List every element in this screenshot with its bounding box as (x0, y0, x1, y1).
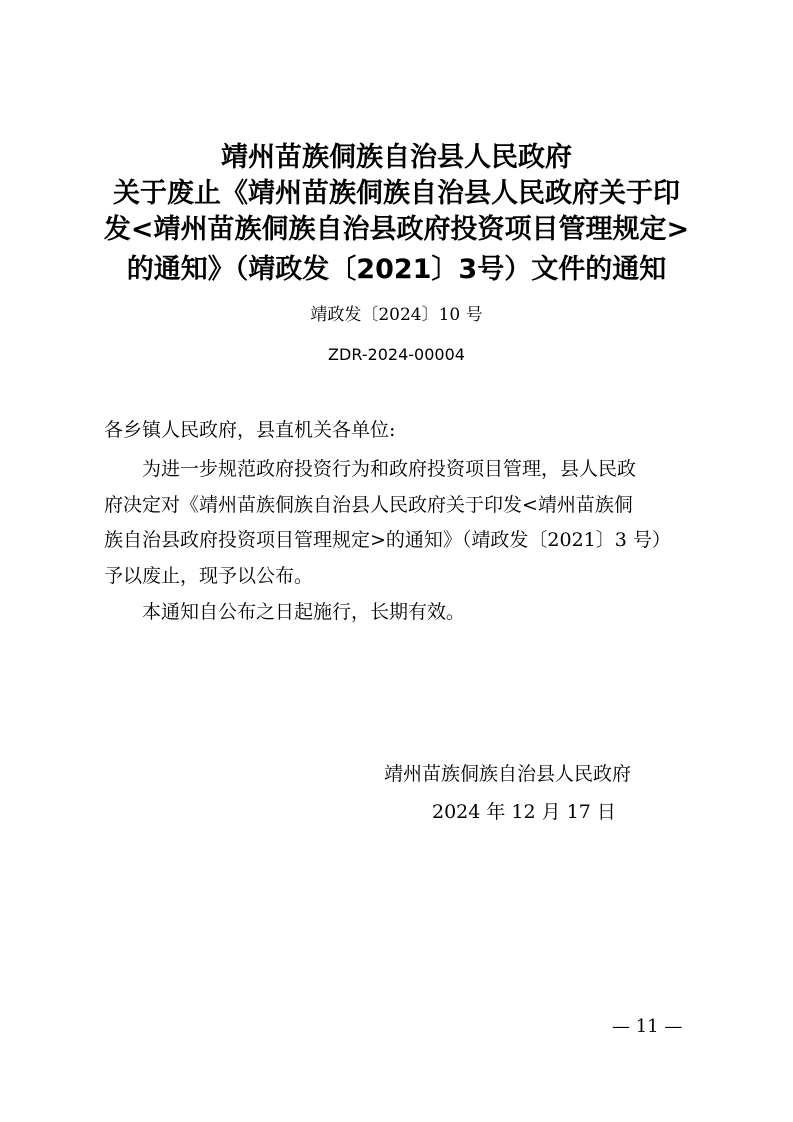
document-title-line-3: 发<靖州苗族侗族自治县政府投资项目管理规定> (103, 214, 690, 245)
signature-date: 2024 年 12 月 17 日 (432, 801, 616, 823)
salutation: 各乡镇人民政府，县直机关各单位: (104, 419, 396, 441)
body-paragraph-1-line-1: 为进一步规范政府投资行为和政府投资项目管理，县人民政 (142, 458, 637, 480)
body-paragraph-1-line-2: 府决定对《靖州苗族侗族自治县人民政府关于印发<靖州苗族侗 (104, 494, 633, 516)
document-title-line-4: 的通知》（靖政发〔2021〕3号）文件的通知 (126, 254, 667, 285)
document-title-line-2: 关于废止《靖州苗族侗族自治县人民政府关于印 (113, 178, 680, 209)
document-title-line-1: 靖州苗族侗族自治县人民政府 (221, 142, 572, 173)
document-number: 靖政发〔2024〕10 号 (310, 305, 483, 325)
document-code: ZDR-2024-00004 (328, 345, 465, 364)
signature-organization: 靖州苗族侗族自治县人民政府 (384, 763, 632, 785)
body-paragraph-2: 本通知自公布之日起施行，长期有效。 (142, 601, 466, 623)
page-number: — 11 — (612, 1016, 683, 1037)
body-paragraph-1-line-4: 予以废止，现予以公布。 (104, 565, 314, 587)
body-paragraph-1-line-3: 族自治县政府投资项目管理规定>的通知》（靖政发〔2021〕3 号） (104, 529, 671, 551)
